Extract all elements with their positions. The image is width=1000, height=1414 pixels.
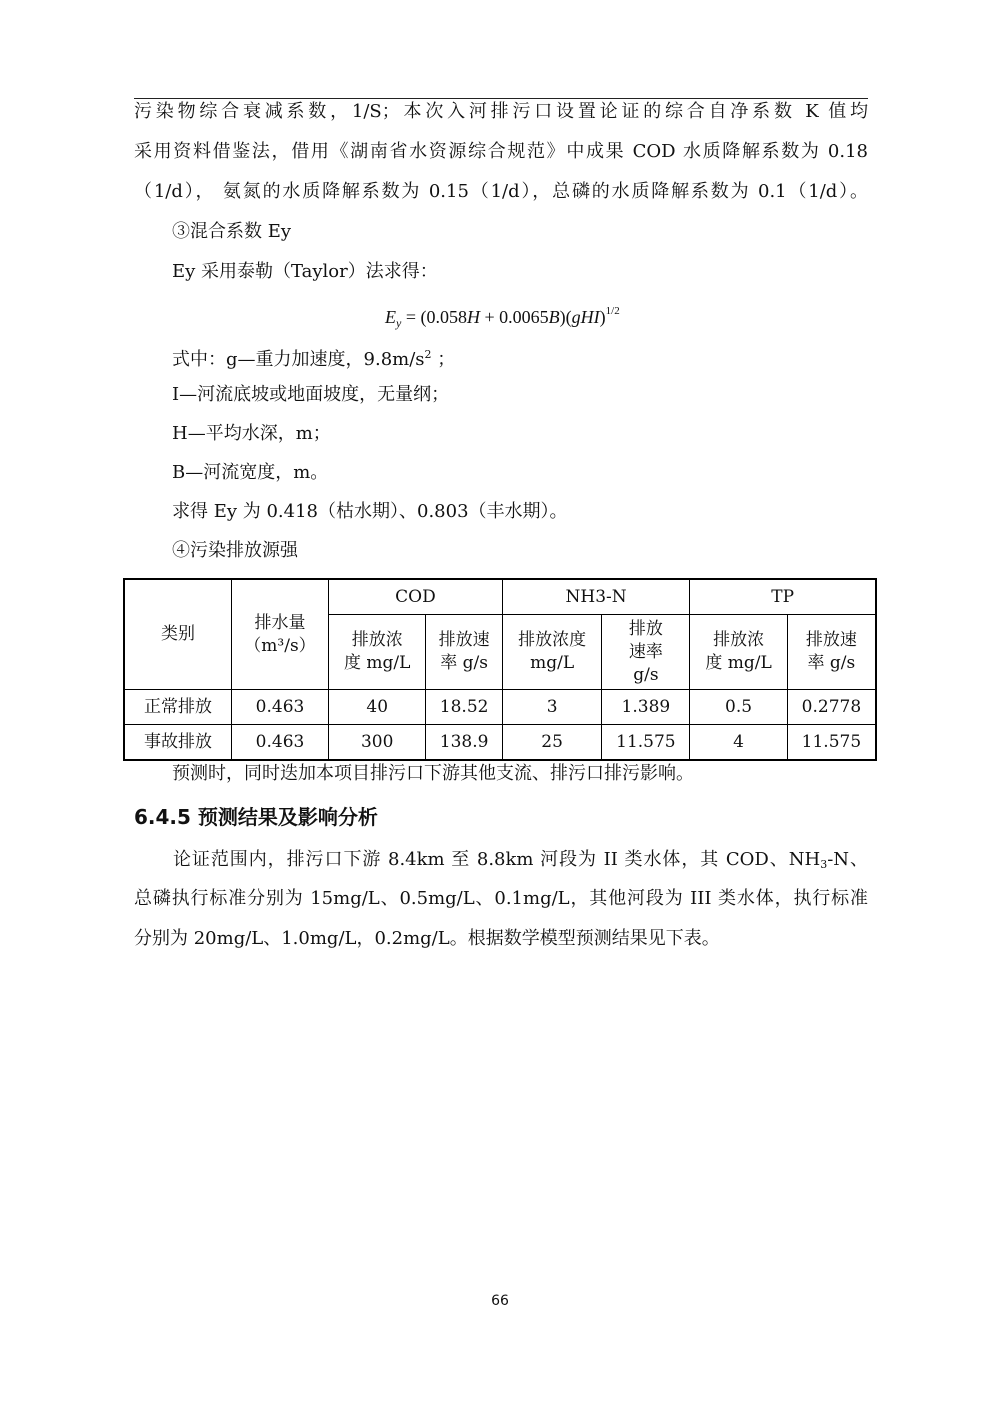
header-category: 类别	[124, 579, 232, 690]
section-line2: 总磷执行标准分别为 15mg/L、0.5mg/L、0.1mg/L，其他河段为 III 类水体，执行标准	[134, 888, 868, 909]
cell-cod-rate: 18.52	[426, 690, 502, 725]
cell-cod-rate: 138.9	[426, 725, 502, 761]
where-suffix: ；	[431, 349, 456, 370]
formula-part-d: )	[599, 307, 606, 327]
header-group-nh3: NH3-N	[502, 579, 690, 615]
cell-tp-rate: 0.2778	[787, 690, 876, 725]
cell-category: 正常排放	[124, 690, 232, 725]
cell-nh3-rate: 11.575	[602, 725, 690, 761]
formula-b: B	[548, 307, 560, 327]
cell-flow: 0.463	[232, 725, 329, 761]
cell-nh3-conc: 25	[502, 725, 602, 761]
header-flow: 排水量 （m³/s）	[232, 579, 329, 690]
definition-h: H—平均水深，m；	[172, 423, 331, 444]
definition-i: I—河流底坡或地面坡度，无量纲；	[172, 384, 450, 405]
mixing-heading: ③混合系数 Ey	[172, 221, 292, 242]
para1-line3: （1/d）， 氨氮的水质降解系数为 0.15（1/d），总磷的水质降解系数为 0.1（1/d）。	[134, 181, 868, 202]
header-cod-conc: 排放浓 度 mg/L	[329, 615, 426, 690]
cell-cod-conc: 40	[329, 690, 426, 725]
formula-h: H	[466, 307, 480, 327]
cell-tp-conc: 0.5	[690, 690, 787, 725]
ey-result: 求得 Ey 为 0.418（枯水期）、0.803（丰水期）。	[172, 501, 568, 522]
table-header-row-1	[124, 579, 876, 615]
formula-part-c: )(	[559, 307, 572, 327]
formula-lhs: E	[385, 307, 396, 327]
where-prefix: 式中：g—重力加速度，9.8m/s	[172, 349, 425, 370]
formula-exponent: 1/2	[605, 305, 620, 317]
cell-tp-conc: 4	[690, 725, 787, 761]
section-line1-sub: 3	[820, 858, 828, 871]
formula-part-a: = (0.058	[401, 307, 467, 327]
header-nh3-rate: 排放 速率 g/s	[602, 615, 690, 690]
cell-category: 事故排放	[124, 725, 232, 761]
section-line1	[134, 847, 868, 878]
section-line1-a: 论证范围内，排污口下游 8.4km 至 8.8km 河段为 II 类水体，其 COD、NH	[172, 849, 821, 870]
source-strength-table	[123, 578, 877, 761]
para1-line1: 污染物综合衰减系数，1/S；本次入河排污口设置论证的综合自净系数 K 值均	[134, 101, 868, 122]
cell-flow: 0.463	[232, 690, 329, 725]
table-note: 预测时，同时迭加本项目排污口下游其他支流、排污口排污影响。	[172, 763, 694, 784]
source-heading: ④污染排放源强	[172, 540, 298, 561]
section-heading: 6.4.5 预测结果及影响分析	[134, 805, 378, 829]
definition-b: B—河流宽度，m。	[172, 462, 329, 483]
para1-line2: 采用资料借鉴法，借用《湖南省水资源综合规范》中成果 COD 水质降解系数为 0.18	[134, 141, 868, 162]
header-tp-rate: 排放速 率 g/s	[787, 615, 876, 690]
mixing-method: Ey 采用泰勒（Taylor）法求得：	[172, 261, 438, 282]
formula-lhs-sub: y	[396, 316, 402, 330]
cell-nh3-rate: 1.389	[602, 690, 690, 725]
table-row	[124, 725, 876, 761]
page-number: 66	[491, 1293, 509, 1309]
where-sup: 2	[424, 348, 432, 361]
formula-part-b: + 0.0065	[479, 307, 549, 327]
taylor-formula	[385, 298, 620, 336]
cell-nh3-conc: 3	[502, 690, 602, 725]
header-cod-rate: 排放速 率 g/s	[426, 615, 502, 690]
table-row	[124, 690, 876, 725]
header-group-tp: TP	[690, 579, 876, 615]
header-group-cod: COD	[329, 579, 503, 615]
header-tp-conc: 排放浓 度 mg/L	[690, 615, 787, 690]
cell-cod-conc: 300	[329, 725, 426, 761]
section-line1-b: -N、	[827, 849, 868, 870]
section-line3: 分别为 20mg/L、1.0mg/L，0.2mg/L。根据数学模型预测结果见下表。	[134, 928, 720, 949]
header-nh3-conc: 排放浓度 mg/L	[502, 615, 602, 690]
where-line	[172, 342, 455, 373]
cell-tp-rate: 11.575	[787, 725, 876, 761]
formula-ghi: gHI	[571, 307, 600, 327]
